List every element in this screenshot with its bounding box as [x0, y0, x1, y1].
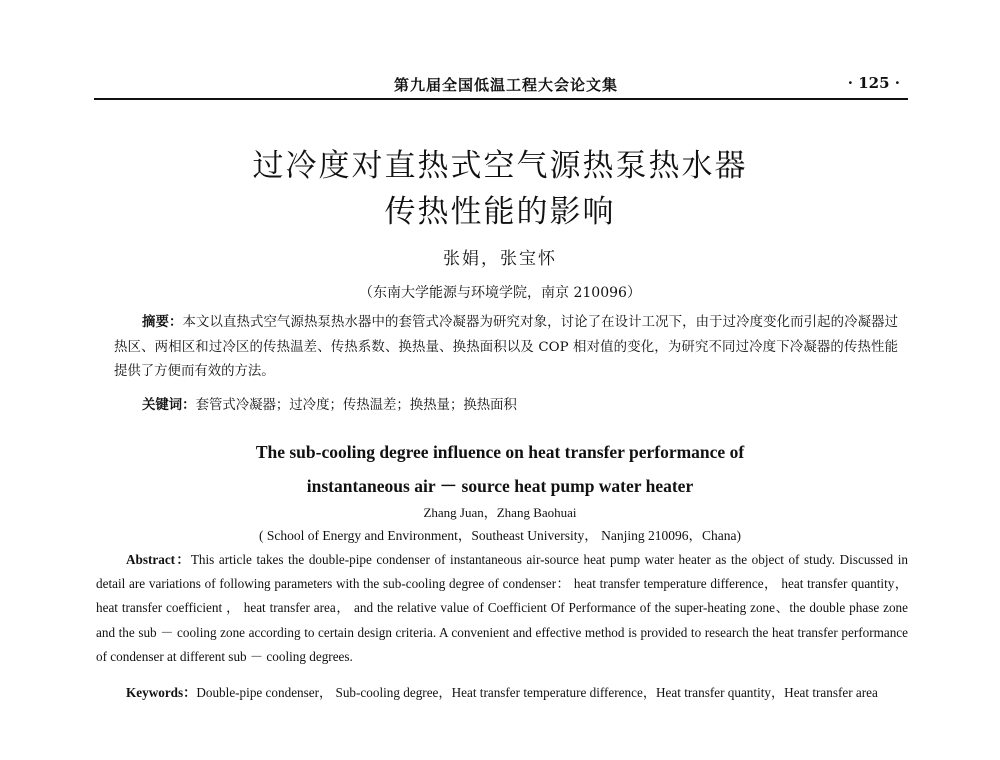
- chinese-authors: 张娟，张宝怀: [443, 249, 557, 269]
- header-rule: [94, 98, 908, 100]
- chinese-title-line-1: 过冷度对直热式空气源热泵热水器: [252, 148, 748, 184]
- journal-name: 第九届全国低温工程大会论文集: [394, 76, 619, 94]
- chinese-keywords-text: 套管式冷凝器；过冷度；传热温差；换热量；换热面积: [195, 398, 517, 413]
- chinese-keywords-label: 关键词：: [142, 397, 196, 413]
- english-authors: Zhang Juan，Zhang Baohuai: [423, 505, 577, 520]
- english-keywords-text: Double-pipe condenser， Sub-cooling degree，Heat transfer temperature difference，Heat transfer quantity，Heat transfer area: [196, 685, 878, 700]
- english-abstract-label: Abstract：: [126, 552, 191, 567]
- english-abstract: [96, 548, 908, 669]
- chinese-abstract: [114, 310, 898, 385]
- running-header: [94, 68, 908, 98]
- english-abstract-text: This article takes the double-pipe condenser of instantaneous air-source heat pump water heater as the object of study. Discussed in detail are variations of following parameters with the sub-cooling degree of condenser： heat transfer temperature difference， heat transfer quantity， heat transfer coefficient ， heat transfer area， and the relative value of Coefficient Of Performance of the super-heating zone、the double phase zone and the sub － cooling zone according to certain design criteria. A convenient and effective method is provided to research the heat transfer performance of condenser at different sub － cooling degrees.: [96, 552, 908, 664]
- english-title-line-1: The sub-cooling degree influence on heat transfer performance of: [255, 442, 745, 462]
- page-number: · 125 ·: [847, 74, 900, 92]
- english-title-line-2: instantaneous air － source heat pump water heater: [306, 476, 694, 496]
- english-keywords: [96, 680, 908, 705]
- english-keywords-label: Keywords：: [126, 685, 197, 700]
- chinese-keywords: [142, 394, 898, 417]
- chinese-affiliation: （东南大学能源与环境学院，南京 210096）: [359, 285, 641, 301]
- chinese-title-line-2: 传热性能的影响: [384, 194, 616, 230]
- chinese-abstract-text: 本文以直热式空气源热泵热水器中的套管式冷凝器为研究对象，讨论了在设计工况下，由于过冷度变化而引起的冷凝器过热区、两相区和过冷区的传热温差、传热系数、换热量、换热面积以及 COP 相对值的变化，为研究不同过冷度下冷凝器的传热性能提供了方便而有效的方法。: [114, 315, 899, 379]
- chinese-abstract-label: 摘要：: [142, 314, 183, 330]
- english-affiliation: ( School of Energy and Environment，Southeast University， Nanjing 210096，Chana): [259, 528, 741, 543]
